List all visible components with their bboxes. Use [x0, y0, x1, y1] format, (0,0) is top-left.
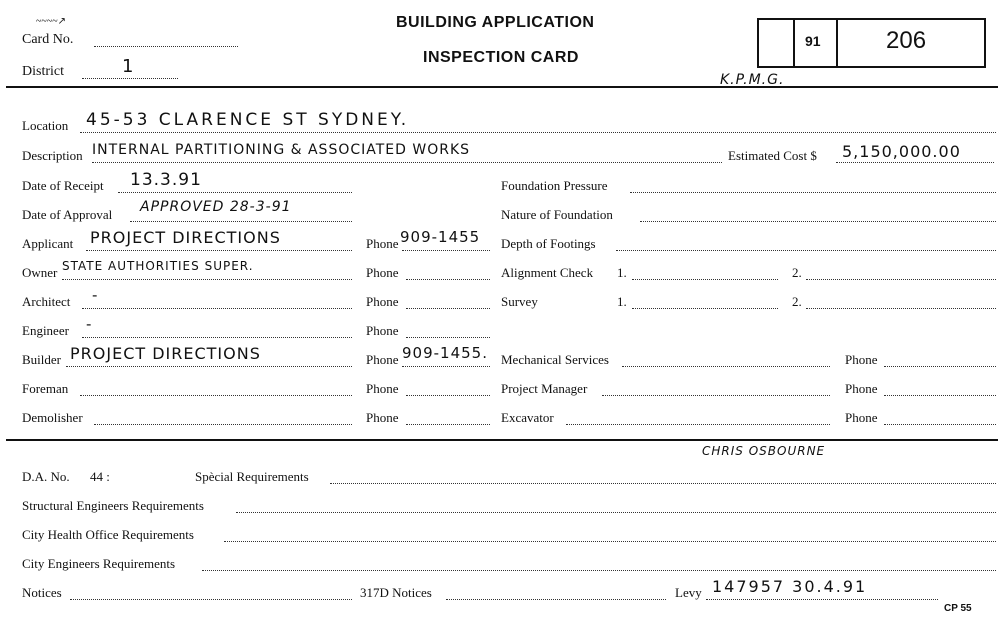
demolisher-phone-line — [406, 424, 490, 425]
notices-line — [70, 599, 352, 600]
handwritten-name: CHRIS OSBOURNE — [702, 444, 826, 458]
box-divider-1 — [793, 18, 795, 66]
foreman-label: Foreman — [22, 381, 69, 396]
survey-line-1 — [632, 308, 778, 309]
depth-of-footings-line — [616, 250, 996, 251]
mechanical-services-phone-label: Phone — [845, 352, 878, 367]
engineer-line — [82, 337, 352, 338]
engineer-label: Engineer — [22, 323, 69, 338]
survey-2: 2. — [792, 294, 802, 309]
notices-317d-label: 317D Notices — [360, 585, 432, 600]
mechanical-services-label: Mechanical Services — [501, 352, 609, 367]
scribble-mark: ~~~~↗ — [36, 16, 67, 27]
city-engineers-label: City Engineers Requirements — [22, 556, 176, 571]
date-of-approval-value: APPROVED 28-3-91 — [140, 199, 292, 215]
date-of-approval-line — [130, 221, 352, 222]
special-requirements-label: Spècial Requirements — [195, 469, 309, 484]
district-value: 1 — [122, 56, 135, 77]
architect-phone-label: Phone — [366, 294, 399, 309]
demolisher-phone-label: Phone — [366, 410, 399, 425]
alignment-check-line-2 — [806, 279, 996, 280]
card-no-line — [94, 46, 238, 47]
levy-value: 147957 30.4.91 — [712, 577, 868, 596]
date-of-receipt-value: 13.3.91 — [130, 170, 202, 190]
project-manager-line — [602, 395, 830, 396]
demolisher-label: Demolisher — [22, 410, 83, 425]
project-manager-phone-line — [884, 395, 996, 396]
da-no-value: 44 : — [90, 469, 110, 484]
date-of-receipt-line — [118, 192, 352, 193]
engineer-phone-label: Phone — [366, 323, 399, 338]
description-line — [92, 162, 722, 163]
city-engineers-line — [202, 570, 996, 571]
survey-line-2 — [806, 308, 996, 309]
excavator-phone-line — [884, 424, 996, 425]
foreman-phone-label: Phone — [366, 381, 399, 396]
date-of-approval-label: Date of Approval — [22, 207, 113, 222]
description-label: Description — [22, 148, 83, 163]
card-no-label: Card No. — [22, 32, 74, 47]
foundation-pressure-label: Foundation Pressure — [501, 178, 608, 193]
da-no-label: D.A. No. — [22, 469, 70, 484]
builder-label: Builder — [22, 352, 61, 367]
title-line1: BUILDING APPLICATION — [396, 14, 595, 31]
header-rule — [6, 86, 998, 88]
applicant-phone-value: 909-1455 — [400, 228, 481, 246]
notices-label: Notices — [22, 585, 62, 600]
box-number-large: 206 — [886, 27, 927, 54]
structural-engineers-label: Structural Engineers Requirements — [22, 498, 204, 513]
builder-phone-label: Phone — [366, 352, 399, 367]
location-value: 45-53 CLARENCE ST SYDNEY. — [86, 110, 410, 130]
applicant-value: PROJECT DIRECTIONS — [90, 228, 281, 247]
project-manager-phone-label: Phone — [845, 381, 878, 396]
foundation-pressure-line — [630, 192, 996, 193]
engineer-phone-line — [406, 337, 490, 338]
builder-line — [66, 366, 352, 367]
depth-of-footings-label: Depth of Footings — [501, 236, 596, 251]
card-number-box — [757, 18, 986, 68]
alignment-check-2: 2. — [792, 265, 802, 280]
foreman-line — [80, 395, 352, 396]
box-divider-2 — [836, 18, 838, 66]
middle-rule — [6, 439, 998, 441]
builder-phone-line — [402, 366, 490, 367]
alignment-check-line-1 — [632, 279, 778, 280]
mechanical-services-phone-line — [884, 366, 996, 367]
excavator-line — [566, 424, 830, 425]
builder-value: PROJECT DIRECTIONS — [70, 344, 261, 363]
estimated-cost-label: Estimated Cost $ — [728, 148, 817, 163]
form-code: CP 55 — [944, 603, 972, 614]
builder-phone-value: 909-1455. — [402, 344, 488, 362]
architect-phone-line — [406, 308, 490, 309]
notices-317d-line — [446, 599, 666, 600]
applicant-phone-label: Phone — [366, 236, 399, 251]
location-label: Location — [22, 118, 69, 133]
box-number-small: 91 — [805, 33, 821, 49]
location-line — [80, 132, 996, 133]
estimated-cost-line — [836, 162, 994, 163]
owner-line — [62, 279, 352, 280]
foreman-phone-line — [406, 395, 490, 396]
survey-1: 1. — [617, 294, 627, 309]
alignment-check-label: Alignment Check — [501, 265, 594, 280]
excavator-phone-label: Phone — [845, 410, 878, 425]
structural-engineers-line — [236, 512, 996, 513]
demolisher-line — [94, 424, 352, 425]
special-requirements-line — [330, 483, 996, 484]
architect-label: Architect — [22, 294, 71, 309]
applicant-phone-line — [402, 250, 490, 251]
mechanical-services-line — [622, 366, 830, 367]
estimated-cost-value: 5,150,000.00 — [842, 142, 961, 161]
excavator-label: Excavator — [501, 410, 554, 425]
levy-line — [706, 599, 938, 600]
title-line2: INSPECTION CARD — [423, 49, 579, 66]
nature-of-foundation-label: Nature of Foundation — [501, 207, 613, 222]
architect-value: - — [92, 286, 99, 304]
city-health-label: City Health Office Requirements — [22, 527, 194, 542]
nature-of-foundation-line — [640, 221, 996, 222]
alignment-check-1: 1. — [617, 265, 627, 280]
description-value: INTERNAL PARTITIONING & ASSOCIATED WORKS — [92, 142, 471, 158]
district-line — [82, 78, 178, 79]
owner-label: Owner — [22, 265, 58, 280]
district-label: District — [22, 64, 64, 79]
owner-phone-label: Phone — [366, 265, 399, 280]
architect-line — [82, 308, 352, 309]
city-health-line — [224, 541, 996, 542]
project-manager-label: Project Manager — [501, 381, 588, 396]
date-of-receipt-label: Date of Receipt — [22, 178, 104, 193]
engineer-value: - — [86, 315, 93, 333]
survey-label: Survey — [501, 294, 538, 309]
levy-label: Levy — [675, 585, 702, 600]
kpmg-annotation: K.P.M.G. — [720, 72, 785, 88]
owner-phone-line — [406, 279, 490, 280]
applicant-label: Applicant — [22, 236, 74, 251]
owner-value: STATE AUTHORITIES SUPER. — [62, 259, 254, 273]
applicant-line — [86, 250, 352, 251]
